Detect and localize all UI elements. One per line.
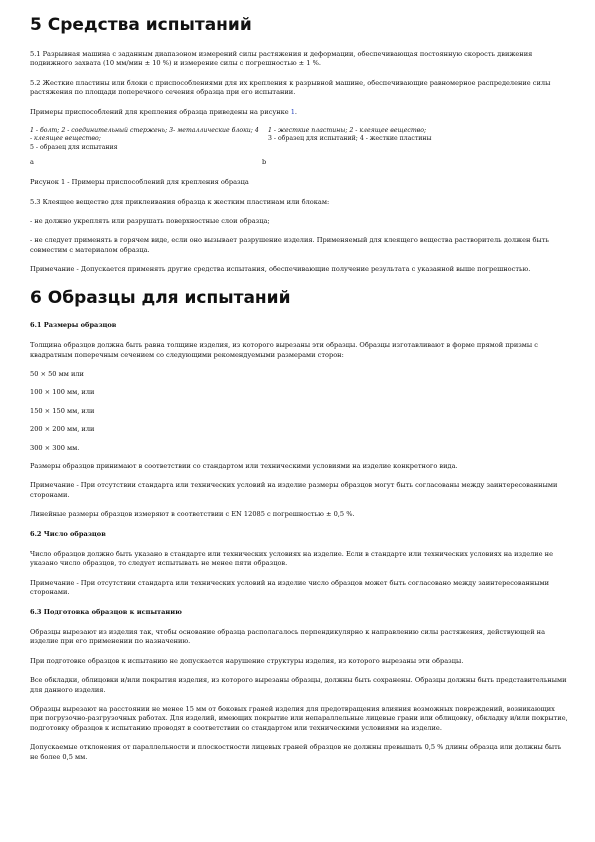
section-5-title: 5 Средства испытаний bbox=[30, 15, 252, 35]
size-item: 100 × 100 мм, или bbox=[30, 388, 95, 397]
paragraph-adhesive-rule-2: - не следует применять в горячем виде, если оно вызывает разрушение изделия. Применяемый для клеящего вещества растворитель должен быть совместим с материалом образца. bbox=[30, 236, 549, 254]
subheading-6-2: 6.2 Число образцов bbox=[30, 529, 106, 538]
size-item: 50 × 50 мм или bbox=[30, 369, 84, 378]
paragraph-6-3-distance: Образцы вырезают на расстоянии не менее 15 мм от боковых граней изделия для предотвращения влияния возможных повреждений, возникающих при погрузочно-разгрузочных работах. Для изделий, имеющих покрытие или непараллельные лицевые грани или облицовку, обкладку и/или покрытие, подготовку образцов к испытанию проводят в соответствии со стандартом или техническими условиями на изделие. bbox=[30, 705, 568, 732]
note-count: Примечание - При отсутствии стандарта или технических условий на изделие число образцов может быть согласовано между заинтересованными сторонами. bbox=[30, 578, 550, 597]
paragraph-5-1: 5.1 Разрывная машина с заданным диапазоном измерений силы растяжения и деформации, обеспечивающая постоянную скорость движения подвижного захвата (10 мм/мин ± 10 %) и измерение силы с погрешностью ± 1 %. bbox=[30, 50, 533, 68]
figure-reference-text: Примеры приспособлений для крепления образца приведены на рисунке bbox=[30, 107, 291, 116]
figure-letters bbox=[30, 158, 569, 166]
subheading-6-1: 6.1 Размеры образцов bbox=[30, 320, 117, 329]
figure-legend-left-rest: 5 - образец для испытания bbox=[30, 143, 118, 151]
size-item: 200 × 200 мм, или bbox=[30, 425, 95, 434]
figure-legend-right-italic: 1 - жесткие пластины; 2 - клеящее вещество; bbox=[268, 127, 427, 135]
paragraph-6-3-tolerance: Допускаемые отклонения от параллельности и плоскостности лицевых граней образцов не должны превышать 0,5 % длины образца или должны быть не более 0,5 мм. bbox=[30, 743, 562, 761]
paragraph-6-1: Толщина образцов должна быть равна толщине изделия, из которого вырезаны эти образцы. Образцы изготавливают в форме прямой призмы с квадратным поперечным сечением со следующими рекомендуемыми размерами сторон: bbox=[30, 341, 538, 359]
paragraph-6-3-cutting: Образцы вырезают из изделия так, чтобы основание образца располагалось перпендикулярно к направлению силы растяжения, действующей на изделие при его применении по назначению. bbox=[30, 628, 546, 646]
paragraph-measurement: Линейные размеры образцов измеряют в соответствии с EN 12085 с погрешностью ± 0,5 %. bbox=[30, 510, 355, 519]
paragraph-5-2: 5.2 Жесткие пластины или блоки с приспособлениями для их крепления к разрывной машине, обеспечивающие равномерное распределение силы растяжения по площади поперечного сечения образца при его испытании. bbox=[30, 78, 551, 97]
section-6-title: 6 Образцы для испытаний bbox=[30, 287, 291, 308]
note-sizes: Примечание - При отсутствии стандарта или технических условий на изделие размеры образцов могут быть согласованы между заинтересованными сторонами. bbox=[30, 481, 558, 499]
figure-letter-a: а bbox=[30, 158, 34, 167]
figure-legend-left-italic: 1 - болт; 2 - соединительный стержень; 3- металлические блоки; 4 - клеящее вещество; bbox=[30, 127, 259, 143]
figure-letter-b: b bbox=[262, 158, 267, 167]
paragraph-sizes-standard: Размеры образцов принимают в соответствии со стандартом или техническими условиями на изделие конкретного вида. bbox=[30, 461, 458, 470]
paragraph-6-3-structure: При подготовке образцов к испытанию не допускается нарушение структуры изделия, из которого вырезаны эти образцы. bbox=[30, 656, 464, 665]
note-section-5: Примечание - Допускается применять другие средства испытания, обеспечивающие получение результата с указанной выше погрешностью. bbox=[30, 265, 531, 274]
paragraph-figure-reference bbox=[30, 108, 569, 117]
figure-legend bbox=[30, 127, 569, 152]
figure-1-link[interactable]: 1 bbox=[290, 107, 295, 116]
size-item: 150 × 150 мм, или bbox=[30, 406, 95, 415]
paragraph-6-3-coverings: Все обкладки, облицовки и/или покрытия изделия, из которого вырезаны образцы, должны быть сохранены. Образцы должны быть представительными для данного изделия. bbox=[30, 676, 567, 694]
subheading-6-3: 6.3 Подготовка образцов к испытанию bbox=[30, 607, 182, 616]
paragraph-5-3: 5.3 Клеящее вещество для приклеивания образца к жестким пластинам или блокам: bbox=[30, 197, 330, 206]
figure-reference-end: . bbox=[294, 107, 298, 116]
size-item: 300 × 300 мм. bbox=[30, 443, 80, 452]
paragraph-adhesive-rule-1: - не должно укреплять или разрушать поверхностные слои образца; bbox=[30, 217, 270, 226]
figure-legend-right bbox=[268, 127, 569, 152]
figure-caption: Рисунок 1 - Примеры приспособлений для крепления образца bbox=[30, 178, 249, 187]
figure-legend-right-rest: 3 - образец для испытаний; 4 - жесткие пластины bbox=[268, 135, 432, 143]
figure-legend-left bbox=[30, 127, 268, 152]
paragraph-6-2: Число образцов должно быть указано в стандарте или технических условиях на изделие. Если в стандарте или технических условиях на изделие не указано число образцов, то следует испытывать не менее пяти образцов. bbox=[30, 549, 553, 568]
